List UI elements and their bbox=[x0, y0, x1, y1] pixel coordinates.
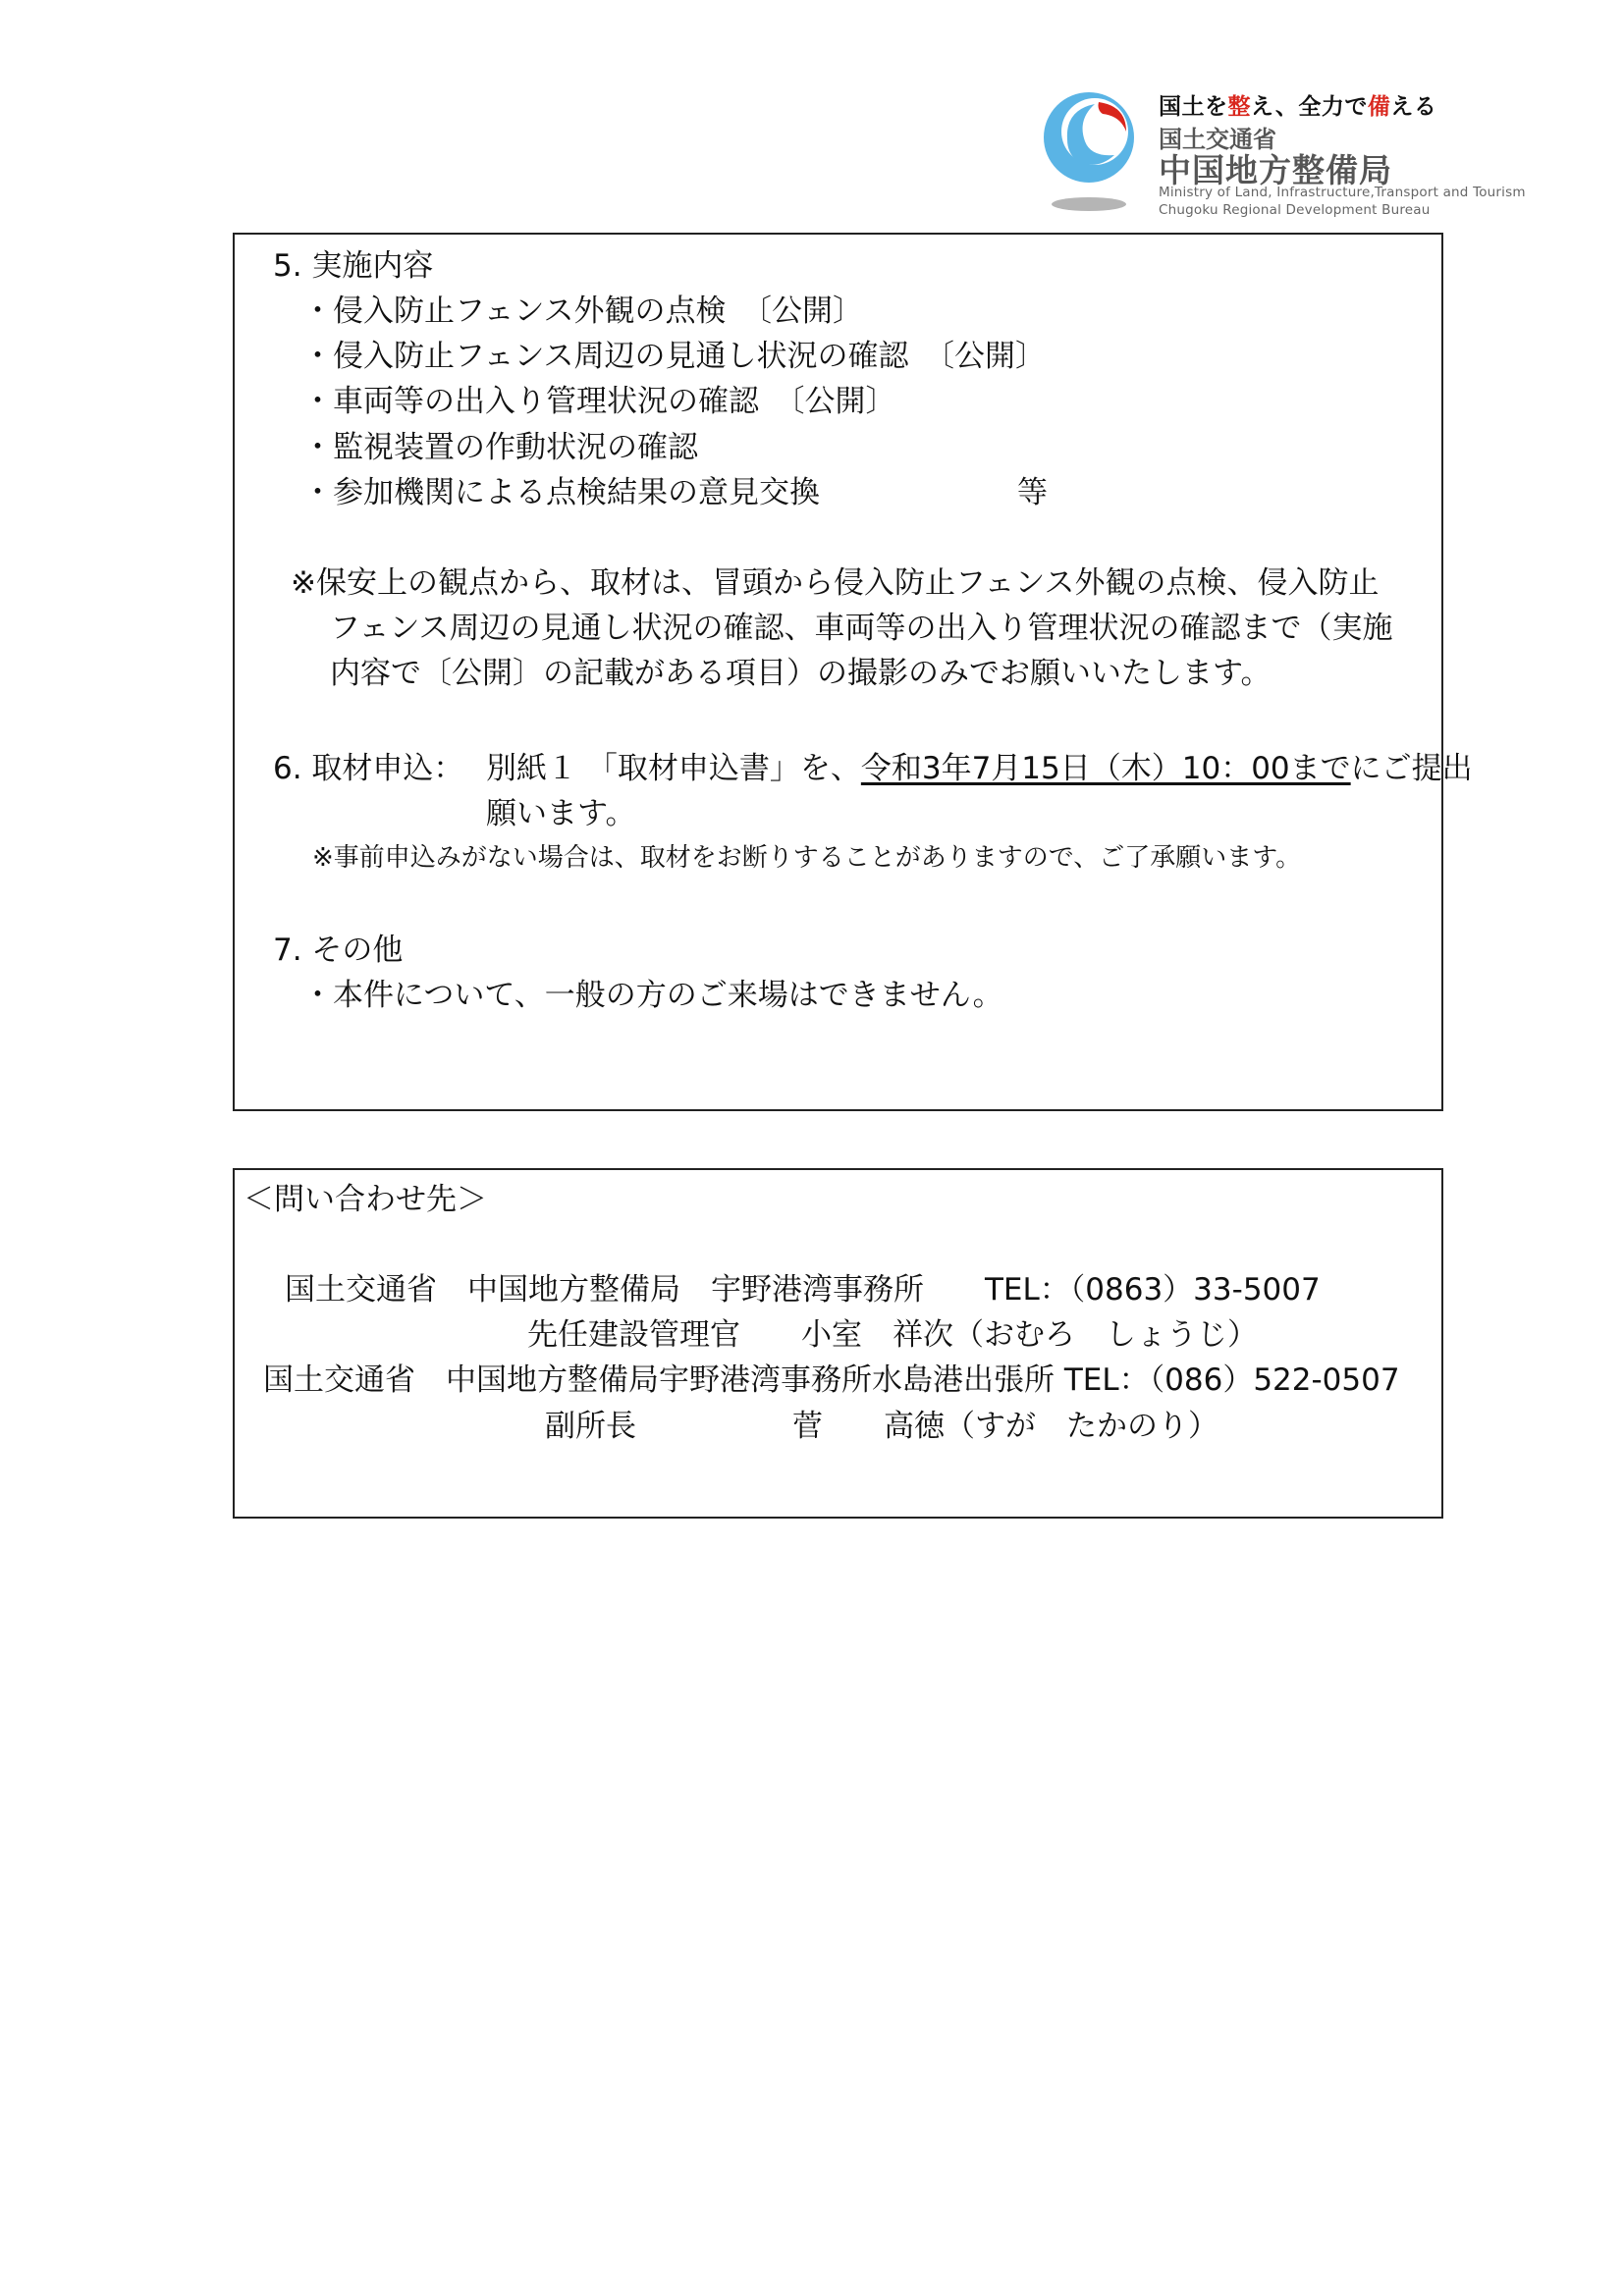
slogan-red-char-2: 備 bbox=[1367, 94, 1391, 120]
section5-item-2: ・侵入防止フェンス周辺の見通し状況の確認 〔公開〕 bbox=[302, 339, 1047, 374]
contact-heading: ＜問い合わせ先＞ bbox=[244, 1182, 487, 1217]
section5-note-line-1: ※保安上の観点から、取材は、冒頭から侵入防止フェンス外観の点検、侵入防止 bbox=[291, 565, 1380, 601]
section5-item-4: ・監視装置の作動状況の確認 bbox=[302, 430, 698, 465]
section6-line-2: 願います。 bbox=[486, 796, 636, 831]
contact-line-2: 先任建設管理官 小室 祥次（おむろ しょうじ） bbox=[527, 1317, 1258, 1353]
section6-heading: 6. 取材申込： bbox=[273, 751, 464, 786]
slogan-red-char-1: 整 bbox=[1227, 94, 1251, 120]
section5-etc: 等 bbox=[1017, 475, 1048, 510]
section5-item-3: ・車両等の出入り管理状況の確認 〔公開〕 bbox=[302, 384, 896, 419]
section7-heading: 7. その他 bbox=[273, 933, 404, 968]
section5-item-1: ・侵入防止フェンス外観の点検 〔公開〕 bbox=[302, 294, 864, 329]
section5-item-5: ・参加機関による点検結果の意見交換 bbox=[302, 475, 820, 510]
contact-line-4-name: 菅 高徳（すが たかのり） bbox=[792, 1409, 1218, 1444]
section6-line1-pre: 別紙１ 「取材申込書」を、 bbox=[486, 751, 861, 786]
section5-heading: 5. 実施内容 bbox=[273, 248, 434, 284]
section7-item: ・本件について、一般の方のご来場はできません。 bbox=[302, 978, 1003, 1013]
ministry-name-ja: 国土交通省 bbox=[1159, 126, 1276, 153]
section6-line1-post: にご提出 bbox=[1350, 751, 1473, 786]
section5-note-line-3: 内容で〔公開〕の記載がある項目）の撮影のみでお願いいたします。 bbox=[330, 656, 1272, 691]
contact-line-1: 国土交通省 中国地方整備局 宇野港湾事務所 TEL：（0863）33-5007 bbox=[285, 1272, 1321, 1308]
bureau-name-en: Chugoku Regional Development Bureau bbox=[1159, 202, 1431, 218]
contact-line-3: 国土交通省 中国地方整備局宇野港湾事務所水島港出張所 TEL：（086）522-0507 bbox=[263, 1362, 1400, 1398]
mlit-logo-icon bbox=[1038, 90, 1146, 218]
section5-note-line-2: フェンス周辺の見通し状況の確認、車両等の出入り管理状況の確認まで（実施 bbox=[330, 611, 1393, 646]
section6-line-1 bbox=[486, 743, 1473, 787]
contact-line-4-title: 副所長 bbox=[545, 1409, 636, 1444]
ministry-name-en: Ministry of Land, Infrastructure,Transport and Tourism bbox=[1159, 185, 1526, 200]
section6-note: ※事前申込みがない場合は、取材をお断りすることがありますので、ご了承願います。 bbox=[312, 843, 1302, 873]
bureau-name-ja: 中国地方整備局 bbox=[1159, 151, 1392, 189]
application-deadline: 令和3年7月15日（木）10：00まで bbox=[860, 751, 1351, 786]
slogan: 国土を整え、全力で備える bbox=[1159, 94, 1437, 120]
